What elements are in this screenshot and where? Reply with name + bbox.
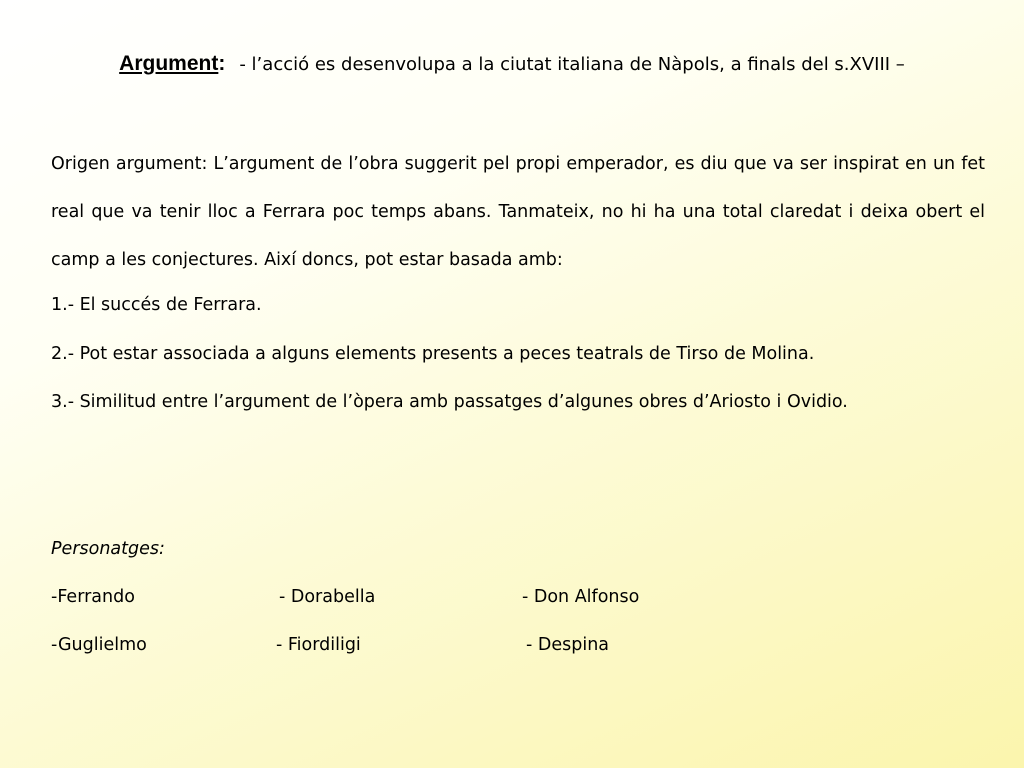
origin-paragraph: Origen argument: L’argument de l’obra suggerit pel propi emperador, es diu que va ser inspirat en un fet real que va tenir lloc a Ferrara poc temps abans. Tanmateix, no hi ha una total claredat i deixa obert el camp a les conjectures. Així doncs, pot estar basada amb:: [51, 154, 985, 270]
character-don-alfonso: - Don Alfonso: [522, 587, 640, 607]
origin-item-1: 1.- El succés de Ferrara.: [51, 295, 262, 315]
character-dorabella: - Dorabella: [279, 587, 376, 607]
argument-heading: Argument: [119, 52, 219, 75]
character-despina: - Despina: [526, 635, 610, 655]
heading-subtitle: - l’acció es desenvolupa a la ciutat italiana de Nàpols, a finals del s.XVIII –: [239, 54, 905, 75]
origin-item-2: 2.- Pot estar associada a alguns elements presents a peces teatrals de Tirso de Molina.: [51, 344, 815, 364]
heading-line: [0, 50, 1024, 79]
character-fiordiligi: - Fiordiligi: [276, 635, 361, 655]
characters-label: Personatges:: [51, 539, 165, 559]
character-guglielmo: -Guglielmo: [51, 635, 147, 655]
heading-colon: :: [218, 52, 226, 75]
origin-item-3: 3.- Similitud entre l’argument de l’òpera amb passatges d’algunes obres d’Ariosto i Ovidio.: [51, 392, 848, 412]
character-ferrando: -Ferrando: [51, 587, 135, 607]
